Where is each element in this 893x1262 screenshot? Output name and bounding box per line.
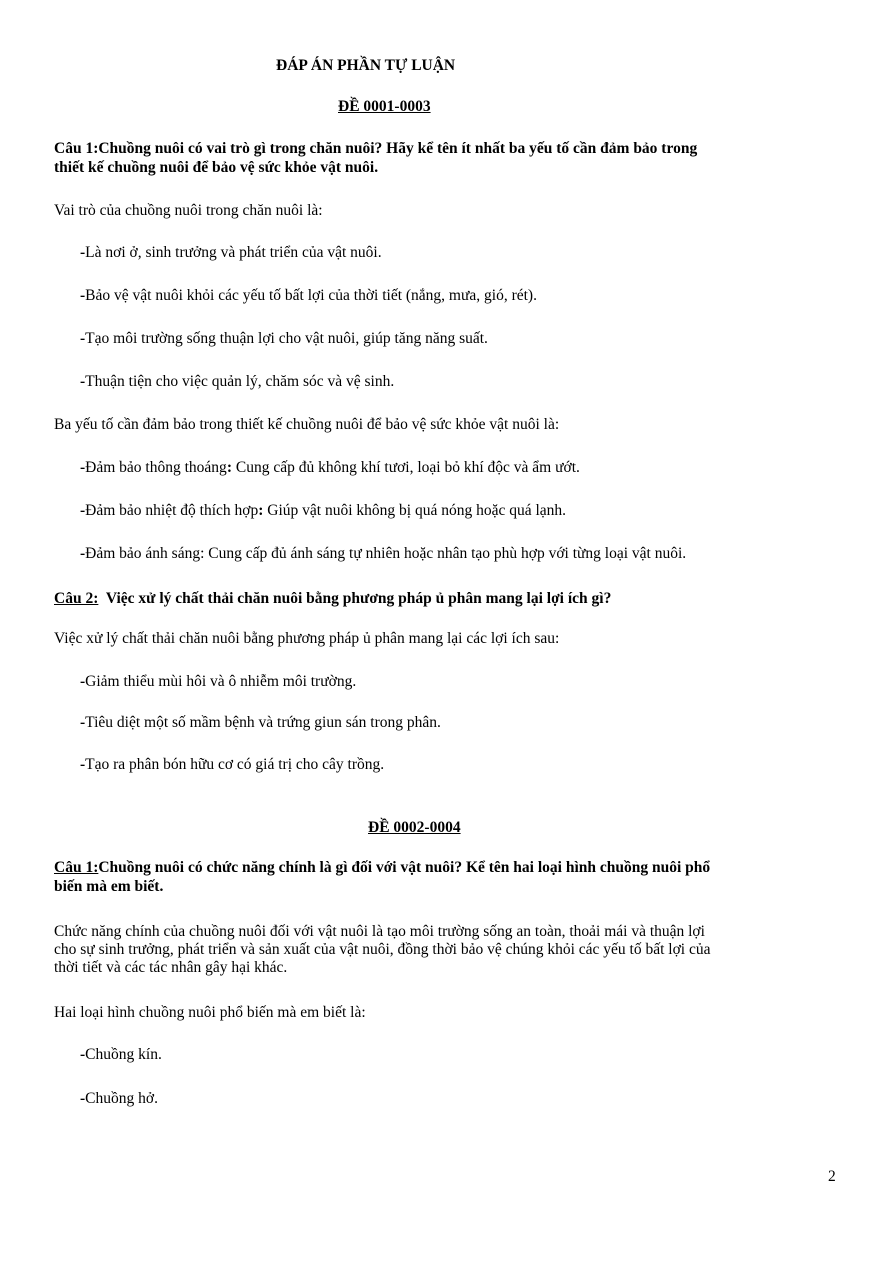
list-item: -Chuồng kín. xyxy=(80,1046,162,1063)
list-item: -Chuồng hở. xyxy=(80,1090,158,1107)
list-item: -Bảo vệ vật nuôi khỏi các yếu tố bất lợi của thời tiết (nắng, mưa, gió, rét). xyxy=(80,287,537,304)
exam-code-heading: ĐỀ 0001-0003 xyxy=(338,98,431,115)
page-number: 2 xyxy=(828,1168,836,1185)
answer-paragraph-line: cho sự sinh trưởng, phát triển và sản xuất của vật nuôi, đồng thời bảo vệ chúng khỏi các yếu tố bất lợi của xyxy=(54,941,711,958)
exam-code-heading: ĐỀ 0002-0004 xyxy=(368,819,461,836)
list-item: -Là nơi ở, sinh trưởng và phát triển của vật nuôi. xyxy=(80,244,382,261)
answer-intro: Vai trò của chuồng nuôi trong chăn nuôi là: xyxy=(54,202,323,219)
list-item: -Đảm bảo nhiệt độ thích hợp: Giúp vật nuôi không bị quá nóng hoặc quá lạnh. xyxy=(80,502,567,519)
document-title: ĐÁP ÁN PHẦN TỰ LUẬN xyxy=(276,57,456,74)
answer-intro: Ba yếu tố cần đảm bảo trong thiết kế chuồng nuôi để bảo vệ sức khỏe vật nuôi là: xyxy=(54,416,560,433)
list-item: -Tạo môi trường sống thuận lợi cho vật nuôi, giúp tăng năng suất. xyxy=(80,330,488,347)
question-text: biến mà em biết. xyxy=(54,878,164,895)
list-item: -Tiêu diệt một số mầm bệnh và trứng giun sán trong phân. xyxy=(80,714,441,731)
answer-intro: Hai loại hình chuồng nuôi phổ biến mà em biết là: xyxy=(54,1004,366,1021)
list-item: -Đảm bảo ánh sáng: Cung cấp đủ ánh sáng tự nhiên hoặc nhân tạo phù hợp với từng loại vật nuôi. xyxy=(80,545,687,562)
list-item: -Đảm bảo thông thoáng: Cung cấp đủ không khí tươi, loại bỏ khí độc và ẩm ướt. xyxy=(80,459,580,476)
answer-paragraph-line: Chức năng chính của chuồng nuôi đối với vật nuôi là tạo môi trường sống an toàn, thoải mái và thuận lợi xyxy=(54,923,705,940)
answer-paragraph-line: thời tiết và các tác nhân gây hại khác. xyxy=(54,959,288,976)
question-text: Câu 1:Chuồng nuôi có chức năng chính là gì đối với vật nuôi? Kể tên hai loại hình chuồng nuôi phổ xyxy=(54,859,711,876)
question-text: Câu 2: Việc xử lý chất thải chăn nuôi bằng phương pháp ủ phân mang lại lợi ích gì? xyxy=(54,590,612,607)
list-item: -Thuận tiện cho việc quản lý, chăm sóc và vệ sinh. xyxy=(80,373,395,390)
question-text: Câu 1:Chuồng nuôi có vai trò gì trong chăn nuôi? Hãy kể tên ít nhất ba yếu tố cần đảm bảo trong xyxy=(54,140,698,157)
list-item: -Giảm thiểu mùi hôi và ô nhiễm môi trường. xyxy=(80,673,357,690)
list-item: -Tạo ra phân bón hữu cơ có giá trị cho cây trồng. xyxy=(80,756,385,773)
question-text: thiết kế chuồng nuôi để bảo vệ sức khỏe vật nuôi. xyxy=(54,159,379,176)
answer-intro: Việc xử lý chất thải chăn nuôi bằng phương pháp ủ phân mang lại các lợi ích sau: xyxy=(54,630,560,647)
